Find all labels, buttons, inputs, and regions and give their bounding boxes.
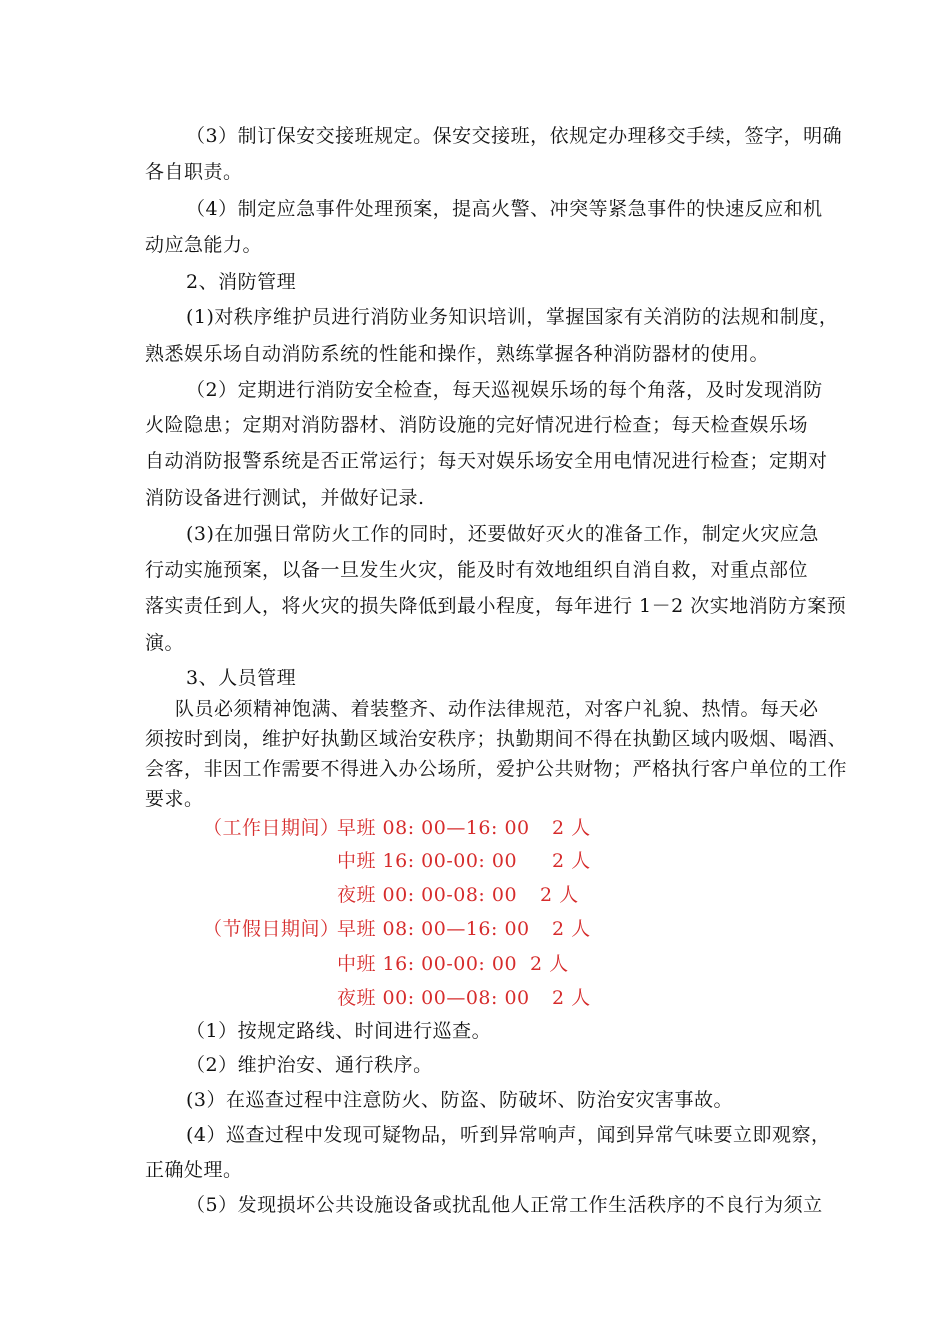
paragraph-line: 队员必须精神饱满、着装整齐、动作法律规范，对客户礼貌、热情。每天必 xyxy=(175,698,819,720)
schedule-count: 2 人 xyxy=(552,918,591,940)
schedule-shift: 早班 08: 00—16: 00 xyxy=(337,817,530,839)
schedule-period: （节假日期间） xyxy=(203,918,340,940)
paragraph-line: 会客，非因工作需要不得进入办公场所，爱护公共财物；严格执行客户单位的工作 xyxy=(145,758,848,780)
schedule-shift: 夜班 00: 00—08: 00 xyxy=(337,987,530,1009)
section-heading: 3、人员管理 xyxy=(186,667,297,689)
schedule-count: 2 人 xyxy=(552,817,591,839)
paragraph-line: （5）发现损坏公共设施设备或扰乱他人正常工作生活秩序的不良行为须立 xyxy=(186,1194,823,1216)
schedule-count: 2 人 xyxy=(540,884,579,906)
paragraph-line: 各自职责。 xyxy=(145,161,243,183)
paragraph-line: (1)对秩序维护员进行消防业务知识培训，掌握国家有关消防的法规和制度， xyxy=(186,306,839,328)
paragraph-line: 要求。 xyxy=(145,788,204,810)
paragraph-line: 自动消防报警系统是否正常运行；每天对娱乐场安全用电情况进行检查；定期对 xyxy=(145,450,828,472)
paragraph-line: （3）制订保安交接班规定。保安交接班，依规定办理移交手续，签字，明确 xyxy=(186,125,843,147)
paragraph-line: （2）维护治安、通行秩序。 xyxy=(186,1054,433,1076)
schedule-period: （工作日期间） xyxy=(203,817,340,839)
paragraph-line: 须按时到岗，维护好执勤区域治安秩序；执勤期间不得在执勤区域内吸烟、喝酒、 xyxy=(145,728,848,750)
paragraph-line: 正确处理。 xyxy=(145,1159,243,1181)
paragraph-line: 行动实施预案，以备一旦发生火灾，能及时有效地组织自消自救，对重点部位 xyxy=(145,559,809,581)
schedule-shift: 中班 16: 00-00: 00 xyxy=(337,953,518,975)
paragraph-line: 熟悉娱乐场自动消防系统的性能和操作，熟练掌握各种消防器材的使用。 xyxy=(145,343,770,365)
schedule-count: 2 人 xyxy=(530,953,569,975)
paragraph-line: （1）按规定路线、时间进行巡查。 xyxy=(186,1020,492,1042)
paragraph-line: 消防设备进行测试，并做好记录. xyxy=(145,487,425,509)
paragraph-line: (4）巡查过程中发现可疑物品，听到异常响声，闻到异常气味要立即观察， xyxy=(186,1124,831,1146)
schedule-count: 2 人 xyxy=(552,850,591,872)
schedule-shift: 早班 08: 00—16: 00 xyxy=(337,918,530,940)
paragraph-line: (3)在加强日常防火工作的同时，还要做好灭火的准备工作，制定火灾应急 xyxy=(186,523,819,545)
section-heading: 2、消防管理 xyxy=(186,271,297,293)
schedule-shift: 中班 16: 00-00: 00 xyxy=(337,850,518,872)
paragraph-line: 动应急能力。 xyxy=(145,234,263,256)
paragraph-line: 火险隐患；定期对消防器材、消防设施的完好情况进行检查；每天检查娱乐场 xyxy=(145,414,809,436)
schedule-shift: 夜班 00: 00-08: 00 xyxy=(337,884,518,906)
paragraph-line: （2）定期进行消防安全检查，每天巡视娱乐场的每个角落，及时发现消防 xyxy=(186,379,823,401)
paragraph-line: （4）制定应急事件处理预案，提高火警、冲突等紧急事件的快速反应和机 xyxy=(186,198,823,220)
paragraph-line: 落实责任到人，将火灾的损失降低到最小程度，每年进行 1－2 次实地消防方案预 xyxy=(145,595,847,617)
paragraph-line: (3）在巡查过程中注意防火、防盗、防破坏、防治安灾害事故。 xyxy=(186,1089,734,1111)
schedule-count: 2 人 xyxy=(552,987,591,1009)
paragraph-line: 演。 xyxy=(145,632,185,654)
